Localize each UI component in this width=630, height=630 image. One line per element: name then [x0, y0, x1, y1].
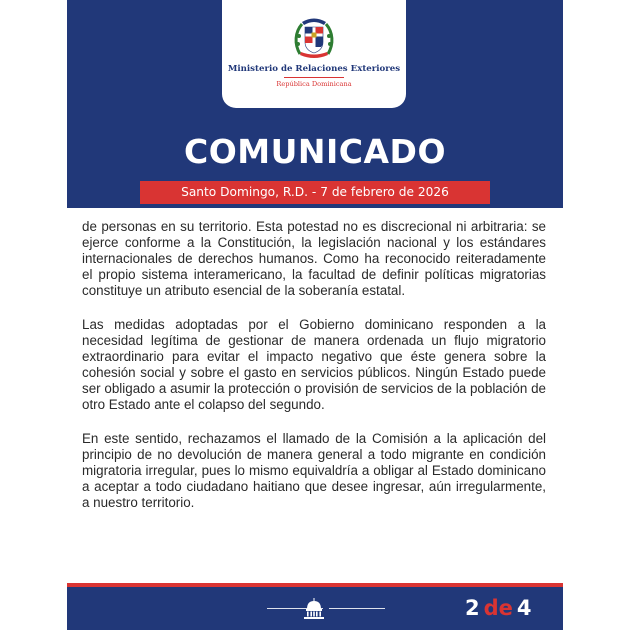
logo-divider — [284, 77, 344, 78]
paragraph-2: Las medidas adoptadas por el Gobierno dominicano responden a la necesidad legítima de gestionar de manera ordenada un flujo migratorio extraordinario para evitar el impacto negativo que éste genera sobre la cohesión social y sobre el gasto en servicios públicos. Ningún Estado puede ser obligado a asumir la protección o provisión de servicios de la población de otro Estado ante el colapso del segundo. — [82, 317, 546, 412]
national-palace-dome-icon — [300, 597, 328, 619]
ministry-logo-box — [222, 0, 406, 108]
footer-divider-right — [329, 608, 385, 609]
paragraph-3: En este sentido, rechazamos el llamado de la Comisión a la aplicación del principio de no devolución de manera general a todo migrante en condición migratoria irregular, pues lo mismo equivaldría a obligar al Estado dominicano a aceptar a todo ciudadano haitiano que desee ingresar, aún irregularmente, a nuestro territorio. — [82, 431, 546, 510]
communique-card — [67, 0, 563, 630]
coat-of-arms-icon — [292, 14, 336, 60]
communique-body — [82, 219, 546, 529]
footer-band — [67, 587, 563, 630]
page-separator: de — [483, 596, 513, 620]
republic-name: República Dominicana — [276, 80, 352, 88]
paragraph-1: de personas en su territorio. Esta potestad no es discrecional ni arbitraria: se ejerce conforme a la Constitución, la legislación nacional y los estándares internacionales de derechos humanos. Como ha reconocido reiteradamente el propio sistema interamericano, la facultad de definir políticas migratorias constituye un atributo esencial de la soberanía estatal. — [82, 219, 546, 298]
page-title: COMUNICADO — [183, 132, 446, 171]
dateline-banner: Santo Domingo, R.D. - 7 de febrero de 2026 — [140, 181, 490, 204]
current-page: 2 — [465, 596, 480, 620]
ministry-name: Ministerio de Relaciones Exteriores — [227, 64, 401, 74]
page-indicator — [465, 593, 545, 623]
header-band — [67, 0, 563, 208]
total-pages: 4 — [516, 596, 532, 620]
